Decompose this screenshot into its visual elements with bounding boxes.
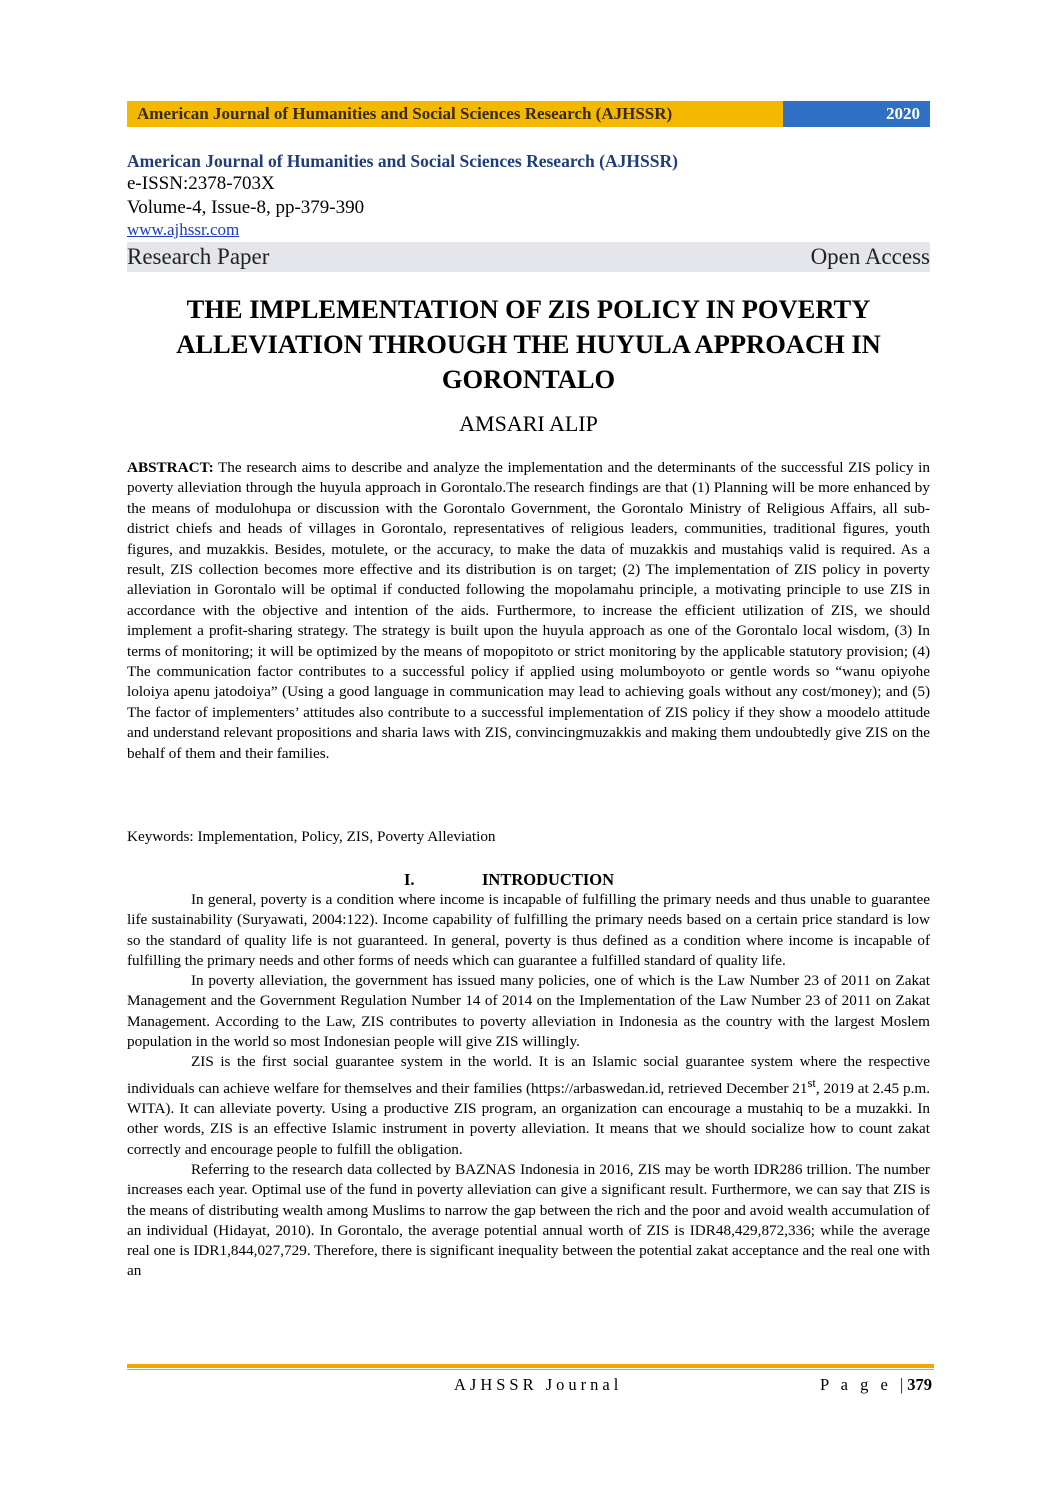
paragraph-3 bbox=[127, 1052, 930, 1160]
abstract bbox=[127, 458, 930, 764]
author-name: AMSARI ALIP bbox=[459, 411, 598, 436]
title-line-3: GORONTALO bbox=[441, 364, 616, 394]
ordinal-superscript: st bbox=[807, 1075, 816, 1090]
paper-title bbox=[127, 292, 930, 397]
footer-rule bbox=[127, 1364, 934, 1368]
footer-page bbox=[820, 1374, 932, 1396]
section-number: I. bbox=[404, 870, 415, 889]
paper-type-bar bbox=[127, 242, 930, 272]
abstract-text: The research aims to describe and analyze the implementation and the determinants of the successful ZIS policy in poverty alleviation through the huyula approach in Gorontalo.The research findings are that (1) Planning will be more enhanced by the means of modulohupa or discussion with the Gorontalo Government, the Gorontalo Ministry of Religious Affairs, all sub-district chiefs and heads of villages in Gorontalo, representatives of religious leaders, communities, traditional figures, youth figures, and muzakkis. Besides, motulete, or the accuracy, to make the data of muzakkis and mustahiqs valid is required. As a result, ZIS collection becomes more effective and its distribution is on target; (2) The implementation of ZIS policy in poverty alleviation in Gorontalo will be optimal if conducted following the mopolamahu principle, a motivating principle to use ZIS in accordance with the objective and intention of the aids. Furthermore, to increase the efficient utilization of ZIS, we should implement a profit-sharing strategy. The strategy is built upon the huyula approach as one of the Gorontalo local wisdom, (3) In terms of monitoring; it will be optimized by the means of mopopitoto or strict monitoring by the applicable statutory provision; (4) The communication factor contributes to a successful policy if applied using molumboyoto or gentle words so “wanu opiyohe loloiya apenu jatodoiya” (Using a good language in communication may lead to achieving goals without any cost/money); and (5) The factor of implementers’ attitudes also contribute to a successful implementation of ZIS policy if they show a moodelo attitude and understand relevant propositions and sharia laws with ZIS, convincingmuzakkis and making them undoubtedly give ZIS on the behalf of them and their families. bbox=[127, 459, 930, 762]
journal-meta bbox=[127, 150, 930, 272]
footer-journal: AJHSSR Journal bbox=[454, 1375, 623, 1394]
paragraph-1: In general, poverty is a condition where income is incapable of fulfilling the primary needs and thus unable to guarantee life sustainability (Suryawati, 2004:122). Income capability of fulfilling the primary needs based on a certain price standard is low so the standard of quality life is not guaranteed. In general, poverty is thus defined as a condition where income is incapable of fulfilling the primary needs and other forms of needs which can guarantee a fulfilled standard of quality life. bbox=[127, 891, 930, 969]
title-line-1: THE IMPLEMENTATION OF ZIS POLICY IN POVERTY bbox=[186, 294, 871, 324]
banner-year: 2020 bbox=[783, 101, 930, 127]
page-number: 379 bbox=[907, 1375, 932, 1394]
footer-rule-thin bbox=[127, 1369, 934, 1370]
section-title: INTRODUCTION bbox=[482, 870, 615, 889]
issn: e-ISSN:2378-703X bbox=[127, 173, 275, 194]
abstract-label: ABSTRACT: bbox=[127, 459, 214, 476]
paragraph-2: In poverty alleviation, the government has issued many policies, one of which is the Law Number 23 of 2011 on Zakat Management and the Government Regulation Number 14 of 2014 on the Implementation of the Law Number 23 of 2011 on Zakat Management. According to the Law, ZIS contributes to poverty alleviation in Indonesia as the country with the largest Moslem population in the world so most Indonesian people will give ZIS willingly. bbox=[127, 972, 930, 1051]
volume-issue: Volume-4, Issue-8, pp-379-390 bbox=[127, 197, 365, 218]
access-type: Open Access bbox=[810, 244, 930, 269]
body-text bbox=[127, 890, 930, 1282]
website-link[interactable]: www.ajhssr.com bbox=[127, 220, 240, 239]
title-line-2: ALLEVIATION THROUGH THE HUYULA APPROACH IN bbox=[176, 329, 881, 359]
paragraph-3-part-b: , 2019 at 2.45 p.m. WITA). It can alleviate poverty. Using a productive ZIS program, an organization can encourage a mustahiq to be a muzakki. In other words, ZIS is an effective Islamic instrument in poverty alleviation. It means that we should socialize how to count zakat correctly and encourage people to fulfill the obligation. bbox=[127, 1079, 931, 1158]
keywords: Keywords: Implementation, Policy, ZIS, Poverty Alleviation bbox=[127, 828, 496, 845]
banner-journal-name: American Journal of Humanities and Social Sciences Research (AJHSSR) bbox=[127, 101, 783, 127]
meta-journal-name: American Journal of Humanities and Social Sciences Research (AJHSSR) bbox=[127, 151, 678, 171]
page-label: P a g e | bbox=[819, 1375, 908, 1394]
journal-banner bbox=[127, 101, 930, 127]
paragraph-3-part-a: ZIS is the first social guarantee system in the world. It is an Islamic social guarantee system where the respective individuals can achieve welfare for themselves and their families (https://arbaswedan.id, retrieved December 21 bbox=[127, 1053, 930, 1097]
paragraph-4: Referring to the research data collected by BAZNAS Indonesia in 2016, ZIS may be worth IDR286 trillion. The number increases each year. Optimal use of the fund in poverty alleviation can give a significant result. Furthermore, we can say that ZIS is the means of distributing wealth among Muslims to narrow the gap between the rich and the poor and avoid wealth accumulation of an individual (Hidayat, 2010). In Gorontalo, the average potential annual worth of ZIS is IDR48,429,872,336; while the average real one is IDR1,844,027,729. Therefore, there is significant inequality between the potential zakat acceptance and the real one with an bbox=[127, 1160, 930, 1280]
paper-type: Research Paper bbox=[127, 244, 270, 269]
